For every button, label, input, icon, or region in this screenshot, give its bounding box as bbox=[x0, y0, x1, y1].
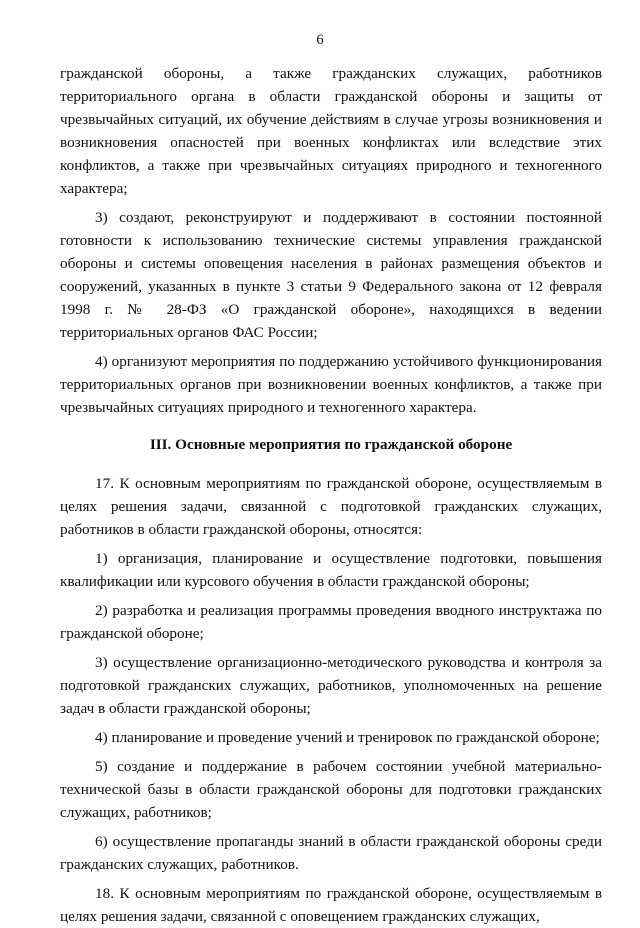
clause-18: 18. К основным мероприятиям по гражданской обороне, осуществляемым в целях решения задачи, связанной с оповещением гражданских служащих, bbox=[60, 885, 602, 925]
list-item-1-training: 1) организация, планирование и осуществление подготовки, повышения квалификации или курсового обучения в области гражданской обороны; bbox=[60, 550, 602, 590]
paragraph-continuation: гражданской обороны, а также гражданских служащих, работников территориального органа в области гражданской обороны и защиты от чрезвычайных ситуаций, их обучение действиям в случае угрозы возникновения и возникновения опасностей при военных конфликтах или вследствие этих конфликтов, а также при чрезвычайных ситуациях природного и техногенного характера; bbox=[60, 65, 602, 197]
page-number: 6 bbox=[316, 32, 324, 48]
clause-17: 17. К основным мероприятиям по гражданской обороне, осуществляемым в целях решения задачи, связанной с подготовкой гражданских служащих, работников в области гражданской обороны, относятся: bbox=[60, 475, 602, 538]
list-item-4-exercises: 4) планирование и проведение учений и тренировок по гражданской обороне; bbox=[95, 729, 600, 746]
list-item-3-methodological-guidance: 3) осуществление организационно-методического руководства и контроля за подготовкой гражданских служащих, работников, уполномоченных на решение задач в области гражданской обороны; bbox=[60, 654, 602, 717]
section-heading: III. Основные мероприятия по гражданской обороне bbox=[149, 436, 513, 453]
list-item-3-technical-systems: 3) создают, реконструируют и поддерживают в состоянии постоянной готовности к использованию технические системы управления гражданской обороны и системы оповещения населения в районах размещения объектов и сооружений, указанных в пункте 3 статьи 9 Федерального закона от 12 февраля 1998 г. № 28-ФЗ «О гражданской обороне», находящихся в ведении территориальных органов ФАС России; bbox=[60, 209, 602, 341]
list-item-5-training-base: 5) создание и поддержание в рабочем состоянии учебной материально-технической базы в области гражданской обороны для подготовки гражданских служащих, работников; bbox=[60, 758, 602, 821]
document-body bbox=[60, 62, 602, 928]
list-item-6-propaganda: 6) осуществление пропаганды знаний в области гражданской обороны среди гражданских служащих, работников. bbox=[60, 833, 602, 873]
list-item-2-introductory-briefing: 2) разработка и реализация программы проведения вводного инструктажа по гражданской обороне; bbox=[60, 602, 602, 642]
list-item-4-sustainable-functioning: 4) организуют мероприятия по поддержанию устойчивого функционирования территориальных органов при возникновении военных конфликтов, а также при чрезвычайных ситуациях природного и техногенного характера. bbox=[60, 353, 602, 416]
